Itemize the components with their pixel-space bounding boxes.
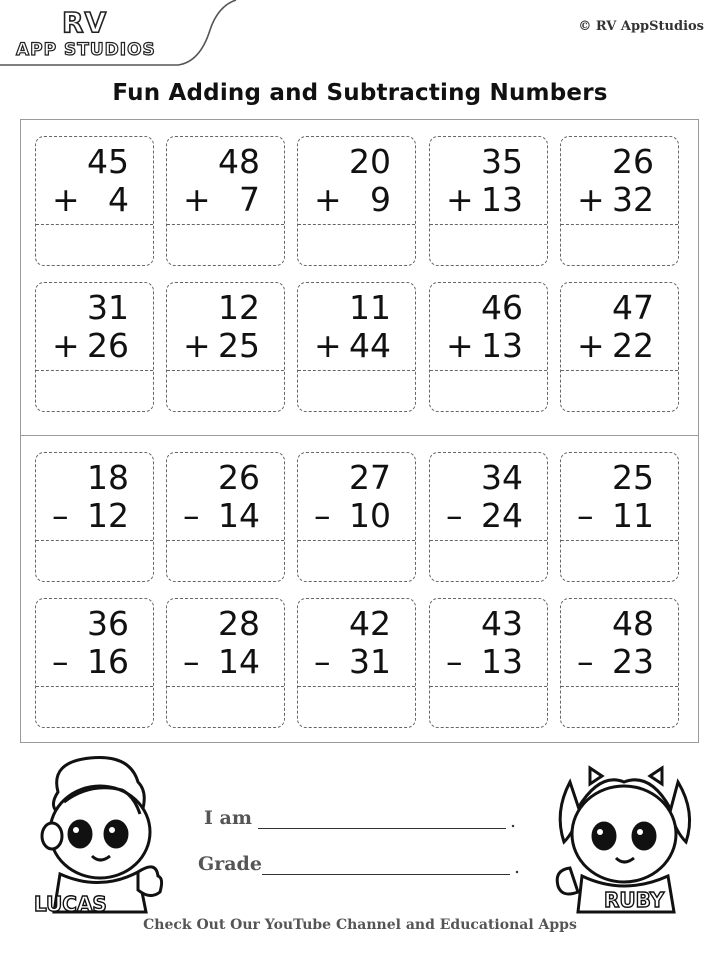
problem-card <box>35 598 154 728</box>
problem-bottom-number: 12 <box>87 496 129 535</box>
answer-space[interactable] <box>561 226 678 265</box>
problem-top-number: 27 <box>349 458 391 497</box>
problem-operator: + <box>577 326 605 365</box>
footer-text: Check Out Our YouTube Channel and Educational Apps <box>143 917 577 933</box>
name-label: I am <box>204 807 252 829</box>
problem-bottom-number: 23 <box>612 642 654 681</box>
problem-card <box>560 452 679 582</box>
problem-card <box>35 136 154 266</box>
problem-bottom-number: 44 <box>349 326 391 365</box>
problem-operator: – <box>52 496 69 535</box>
problem-operator: – <box>314 642 331 681</box>
problem-bottom-number: 16 <box>87 642 129 681</box>
problem-operator: + <box>314 180 342 219</box>
problem-bottom-number: 14 <box>218 642 260 681</box>
answer-line <box>561 540 678 541</box>
answer-line <box>298 686 415 687</box>
answer-space[interactable] <box>430 372 547 411</box>
answer-line <box>36 686 153 687</box>
problem-bottom-number: 26 <box>87 326 129 365</box>
problem-top-number: 26 <box>218 458 260 497</box>
problem-operator: – <box>577 642 594 681</box>
worksheet-frame <box>20 119 699 743</box>
answer-line <box>298 224 415 225</box>
answer-line <box>561 224 678 225</box>
grade-label: Grade <box>198 853 262 875</box>
problem-top-number: 28 <box>218 604 260 643</box>
answer-line <box>561 370 678 371</box>
logo-rv-text: RV <box>62 6 108 39</box>
problem-bottom-number: 31 <box>349 642 391 681</box>
answer-line <box>167 686 284 687</box>
answer-line <box>430 686 547 687</box>
problem-card <box>35 452 154 582</box>
name-end-mark: . <box>510 810 517 832</box>
problem-bottom-number: 14 <box>218 496 260 535</box>
answer-line <box>36 540 153 541</box>
grade-field[interactable] <box>262 874 510 875</box>
answer-space[interactable] <box>561 542 678 581</box>
answer-space[interactable] <box>298 226 415 265</box>
answer-space[interactable] <box>561 688 678 727</box>
problem-top-number: 34 <box>481 458 523 497</box>
problem-card <box>429 598 548 728</box>
problem-top-number: 35 <box>481 142 523 181</box>
problem-bottom-number: 11 <box>612 496 654 535</box>
problem-bottom-number: 25 <box>218 326 260 365</box>
problem-operator: + <box>52 326 80 365</box>
answer-space[interactable] <box>298 542 415 581</box>
answer-line <box>36 224 153 225</box>
problem-card <box>560 282 679 412</box>
problem-card <box>297 452 416 582</box>
problem-card <box>560 136 679 266</box>
logo-studios-text: APP STUDIOS <box>16 40 156 60</box>
problem-top-number: 11 <box>349 288 391 327</box>
problem-card <box>166 598 285 728</box>
problem-top-number: 43 <box>481 604 523 643</box>
problem-card <box>166 452 285 582</box>
copyright-text: © RV AppStudios <box>578 19 704 34</box>
problem-operator: + <box>577 180 605 219</box>
problem-card <box>35 282 154 412</box>
problem-card <box>297 598 416 728</box>
problem-bottom-number: 24 <box>481 496 523 535</box>
problem-operator: + <box>314 326 342 365</box>
answer-line <box>167 370 284 371</box>
answer-space[interactable] <box>298 688 415 727</box>
problem-bottom-number: 9 <box>370 180 391 219</box>
answer-line <box>561 686 678 687</box>
problem-card <box>166 136 285 266</box>
problem-top-number: 20 <box>349 142 391 181</box>
problem-bottom-number: 10 <box>349 496 391 535</box>
problem-top-number: 25 <box>612 458 654 497</box>
answer-line <box>430 370 547 371</box>
problem-card <box>429 136 548 266</box>
problem-top-number: 48 <box>612 604 654 643</box>
problem-bottom-number: 13 <box>481 180 523 219</box>
section-divider <box>21 435 698 436</box>
problem-operator: – <box>446 496 463 535</box>
problem-card <box>297 282 416 412</box>
answer-line <box>167 224 284 225</box>
problem-operator: – <box>577 496 594 535</box>
problem-top-number: 36 <box>87 604 129 643</box>
answer-space[interactable] <box>430 688 547 727</box>
problem-top-number: 47 <box>612 288 654 327</box>
problem-top-number: 42 <box>349 604 391 643</box>
answer-space[interactable] <box>430 226 547 265</box>
answer-space[interactable] <box>167 226 284 265</box>
problem-top-number: 46 <box>481 288 523 327</box>
problem-operator: – <box>314 496 331 535</box>
problem-top-number: 48 <box>218 142 260 181</box>
problem-card <box>560 598 679 728</box>
answer-line <box>430 540 547 541</box>
ruby-name-label: RUBY <box>604 888 665 912</box>
page-title: Fun Adding and Subtracting Numbers <box>112 80 608 106</box>
lucas-name-label: LUCAS <box>34 892 107 916</box>
answer-space[interactable] <box>36 226 153 265</box>
problem-card <box>429 282 548 412</box>
answer-space[interactable] <box>298 372 415 411</box>
problem-operator: – <box>183 496 200 535</box>
problem-top-number: 31 <box>87 288 129 327</box>
problem-top-number: 12 <box>218 288 260 327</box>
problem-bottom-number: 7 <box>239 180 260 219</box>
problem-bottom-number: 13 <box>481 326 523 365</box>
answer-space[interactable] <box>167 372 284 411</box>
problem-operator: + <box>52 180 80 219</box>
problem-bottom-number: 4 <box>108 180 129 219</box>
rv-app-studios-logo <box>0 0 240 70</box>
problem-operator: – <box>446 642 463 681</box>
answer-line <box>36 370 153 371</box>
answer-space[interactable] <box>36 372 153 411</box>
answer-space[interactable] <box>36 688 153 727</box>
problem-top-number: 45 <box>87 142 129 181</box>
problem-card <box>297 136 416 266</box>
problem-bottom-number: 22 <box>612 326 654 365</box>
problem-operator: + <box>446 180 474 219</box>
problem-operator: – <box>52 642 69 681</box>
problem-operator: – <box>183 642 200 681</box>
problem-bottom-number: 13 <box>481 642 523 681</box>
answer-space[interactable] <box>561 372 678 411</box>
answer-line <box>298 540 415 541</box>
problem-operator: + <box>183 326 211 365</box>
problem-top-number: 18 <box>87 458 129 497</box>
problem-bottom-number: 32 <box>612 180 654 219</box>
answer-space[interactable] <box>36 542 153 581</box>
problem-operator: + <box>446 326 474 365</box>
problem-card <box>429 452 548 582</box>
name-field[interactable] <box>258 828 506 829</box>
problem-card <box>166 282 285 412</box>
answer-line <box>430 224 547 225</box>
answer-line <box>298 370 415 371</box>
answer-space[interactable] <box>167 542 284 581</box>
answer-line <box>167 540 284 541</box>
problem-top-number: 26 <box>612 142 654 181</box>
grade-end-mark: . <box>514 856 521 878</box>
answer-space[interactable] <box>430 542 547 581</box>
problem-operator: + <box>183 180 211 219</box>
answer-space[interactable] <box>167 688 284 727</box>
